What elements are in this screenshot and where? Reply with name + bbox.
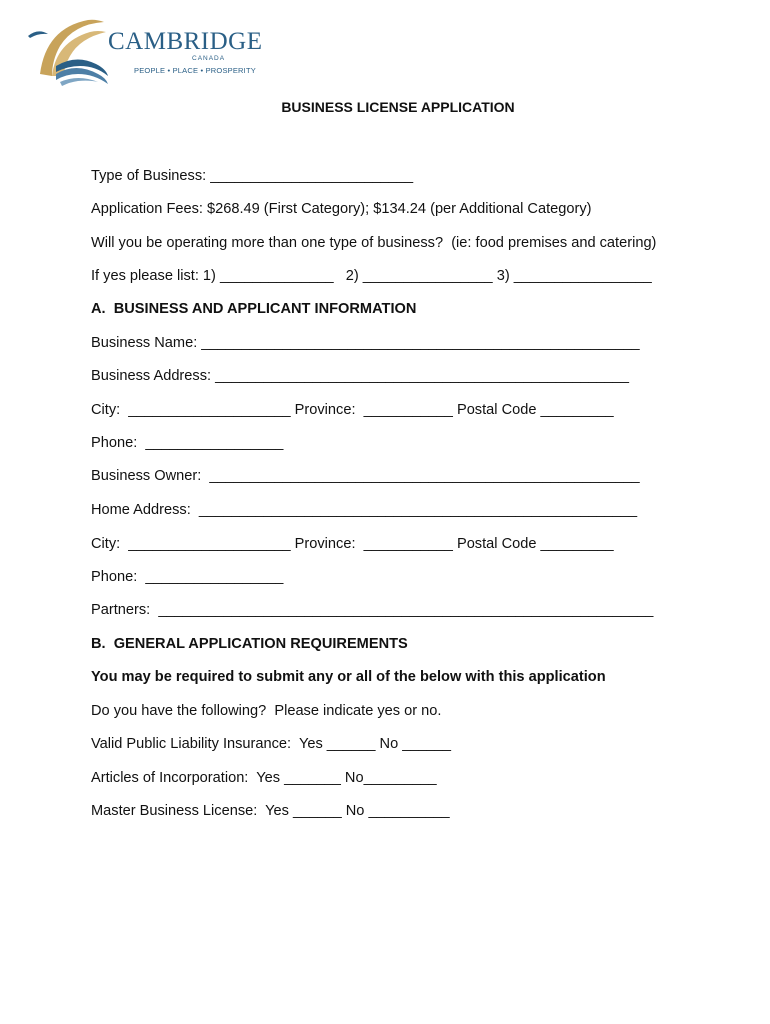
section-a-heading: A. BUSINESS AND APPLICANT INFORMATION xyxy=(91,301,417,317)
articles-of-incorporation-field[interactable]: Articles of Incorporation: Yes _______ No_________ xyxy=(91,770,437,786)
logo-wordmark: CAMBRIDGE xyxy=(108,28,263,55)
logo-subtext: CANADA xyxy=(192,55,226,62)
logo-tagline: PEOPLE • PLACE • PROSPERITY xyxy=(134,66,256,75)
business-types-list-field[interactable]: If yes please list: 1) ______________ 2) ________________ 3) _________________ xyxy=(91,268,652,284)
section-b-heading: B. GENERAL APPLICATION REQUIREMENTS xyxy=(91,636,408,652)
partners-field[interactable]: Partners: _____________________________________________________________ xyxy=(91,602,654,618)
liability-insurance-field[interactable]: Valid Public Liability Insurance: Yes ______ No ______ xyxy=(91,736,451,752)
business-city-province-postal-field[interactable]: City: ____________________ Province: ___________ Postal Code _________ xyxy=(91,402,614,418)
master-business-license-field[interactable]: Master Business License: Yes ______ No __________ xyxy=(91,803,450,819)
business-phone-field[interactable]: Phone: _________________ xyxy=(91,435,284,451)
business-name-field[interactable]: Business Name: ______________________________________________________ xyxy=(91,335,640,351)
business-address-field[interactable]: Business Address: ___________________________________________________ xyxy=(91,368,630,384)
application-fees-text: Application Fees: $268.49 (First Category); $134.24 (per Additional Category) xyxy=(91,201,592,217)
home-phone-field[interactable]: Phone: _________________ xyxy=(91,569,284,585)
home-address-field[interactable]: Home Address: ______________________________________________________ xyxy=(91,502,638,518)
business-owner-field[interactable]: Business Owner: _____________________________________________________ xyxy=(91,468,640,484)
cambridge-logo xyxy=(26,14,263,86)
home-city-province-postal-field[interactable]: City: ____________________ Province: ___________ Postal Code _________ xyxy=(91,536,614,552)
page-title: BUSINESS LICENSE APPLICATION xyxy=(281,99,515,115)
cambridge-emblem-icon xyxy=(26,14,116,86)
yes-no-instructions: Do you have the following? Please indicate yes or no. xyxy=(91,703,442,719)
type-of-business-field[interactable]: Type of Business: _________________________ xyxy=(91,168,414,184)
multiple-business-question: Will you be operating more than one type of business? (ie: food premises and catering) xyxy=(91,235,657,251)
requirements-note: You may be required to submit any or all of the below with this application xyxy=(91,669,606,685)
